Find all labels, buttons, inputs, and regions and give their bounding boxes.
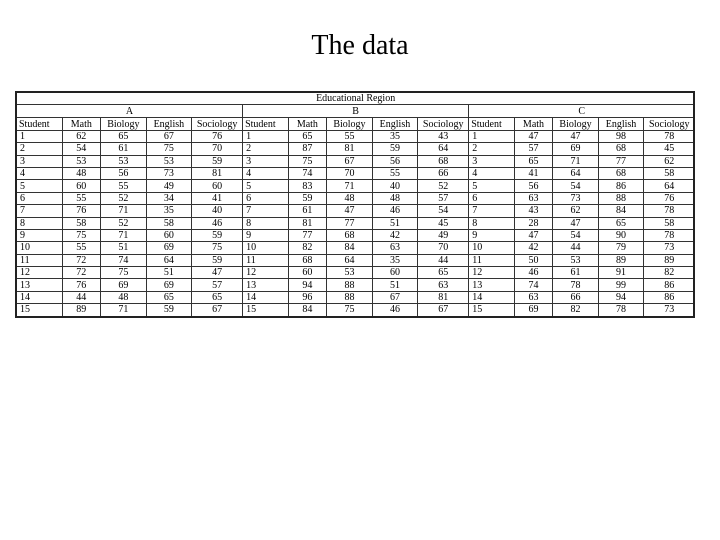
- table-cell: 65: [288, 130, 327, 142]
- table-cell: 69: [514, 304, 553, 316]
- table-cell: 77: [288, 229, 327, 241]
- table-cell: 72: [62, 254, 101, 266]
- table-cell: 43: [418, 130, 469, 142]
- table-cell: 81: [418, 291, 469, 303]
- table-cell: 46: [514, 267, 553, 279]
- table-cell: 44: [62, 291, 101, 303]
- table-cell: 52: [101, 217, 147, 229]
- table-cell: 96: [288, 291, 327, 303]
- table-cell: 73: [553, 192, 599, 204]
- table-cell: 88: [598, 192, 644, 204]
- table-cell: 71: [101, 205, 147, 217]
- table-cell: 11: [469, 254, 515, 266]
- table-cell: 73: [644, 304, 695, 316]
- table-cell: 11: [17, 254, 63, 266]
- table-cell: 64: [553, 167, 599, 179]
- column-header-sociology: Sociology: [192, 118, 243, 130]
- table-cell: 76: [644, 192, 695, 204]
- table-cell: 81: [327, 143, 373, 155]
- table-cell: 72: [62, 267, 101, 279]
- table-cell: 59: [146, 304, 192, 316]
- table-cell: 55: [372, 167, 418, 179]
- table-cell: 84: [327, 242, 373, 254]
- table-cell: 63: [372, 242, 418, 254]
- table-cell: 67: [327, 155, 373, 167]
- table-cell: 40: [192, 205, 243, 217]
- table-row: [17, 267, 695, 279]
- table-cell: 47: [514, 229, 553, 241]
- column-header-math: Math: [62, 118, 101, 130]
- table-cell: 48: [101, 291, 147, 303]
- table-cell: 69: [101, 279, 147, 291]
- table-cell: 53: [101, 155, 147, 167]
- table-row: [17, 205, 695, 217]
- table-cell: 71: [101, 304, 147, 316]
- table-cell: 57: [514, 143, 553, 155]
- table-cell: 62: [62, 130, 101, 142]
- table-cell: 45: [644, 143, 695, 155]
- table-cell: 9: [469, 229, 515, 241]
- table-cell: 51: [101, 242, 147, 254]
- table-cell: 9: [243, 229, 289, 241]
- table-cell: 48: [372, 192, 418, 204]
- table-cell: 53: [62, 155, 101, 167]
- table-cell: 40: [372, 180, 418, 192]
- table-cell: 14: [17, 291, 63, 303]
- table-cell: 90: [598, 229, 644, 241]
- table-cell: 59: [192, 155, 243, 167]
- table-cell: 84: [598, 205, 644, 217]
- table-cell: 48: [62, 167, 101, 179]
- table-cell: 49: [146, 180, 192, 192]
- table-cell: 71: [101, 229, 147, 241]
- table-cell: 7: [243, 205, 289, 217]
- table-cell: 64: [327, 254, 373, 266]
- table-cell: 50: [514, 254, 553, 266]
- table-cell: 81: [192, 167, 243, 179]
- table-cell: 35: [372, 254, 418, 266]
- table-cell: 8: [469, 217, 515, 229]
- table-cell: 43: [514, 205, 553, 217]
- table-cell: 59: [192, 254, 243, 266]
- table-cell: 1: [17, 130, 63, 142]
- table-cell: 83: [288, 180, 327, 192]
- table-cell: 59: [192, 229, 243, 241]
- table-cell: 65: [514, 155, 553, 167]
- table-cell: 91: [598, 267, 644, 279]
- table-cell: 82: [644, 267, 695, 279]
- table-cell: 86: [644, 279, 695, 291]
- table-cell: 41: [192, 192, 243, 204]
- table-cell: 63: [514, 291, 553, 303]
- table-cell: 62: [644, 155, 695, 167]
- table-cell: 89: [598, 254, 644, 266]
- table-cell: 51: [372, 279, 418, 291]
- table-cell: 15: [243, 304, 289, 316]
- table-cell: 47: [192, 267, 243, 279]
- table-cell: 82: [288, 242, 327, 254]
- slide-title: The data: [311, 30, 409, 61]
- table-cell: 15: [17, 304, 63, 316]
- table-cell: 86: [644, 291, 695, 303]
- table-cell: 5: [243, 180, 289, 192]
- table-cell: 58: [644, 167, 695, 179]
- table-cell: 51: [146, 267, 192, 279]
- table-cell: 46: [192, 217, 243, 229]
- table-cell: 48: [327, 192, 373, 204]
- table-row: [17, 279, 695, 291]
- table-cell: 42: [372, 229, 418, 241]
- table-cell: 78: [644, 205, 695, 217]
- table-cell: 67: [146, 130, 192, 142]
- table-cell: 7: [469, 205, 515, 217]
- table-cell: 46: [372, 205, 418, 217]
- table-cell: 10: [469, 242, 515, 254]
- table-cell: 89: [644, 254, 695, 266]
- table-cell: 75: [101, 267, 147, 279]
- table-cell: 45: [418, 217, 469, 229]
- table-cell: 65: [192, 291, 243, 303]
- table-cell: 12: [469, 267, 515, 279]
- table-cell: 5: [469, 180, 515, 192]
- table-cell: 73: [146, 167, 192, 179]
- table-cell: 54: [553, 229, 599, 241]
- table-cell: 55: [101, 180, 147, 192]
- table-cell: 47: [553, 130, 599, 142]
- table-cell: 57: [192, 279, 243, 291]
- table-cell: 88: [327, 279, 373, 291]
- table-cell: 71: [553, 155, 599, 167]
- table-cell: 67: [192, 304, 243, 316]
- table-row: [17, 242, 695, 254]
- table-cell: 76: [192, 130, 243, 142]
- table-cell: 60: [288, 267, 327, 279]
- table-cell: 53: [327, 267, 373, 279]
- table-cell: 2: [17, 143, 63, 155]
- table-cell: 41: [514, 167, 553, 179]
- table-cell: 82: [553, 304, 599, 316]
- table-cell: 84: [288, 304, 327, 316]
- table-cell: 65: [101, 130, 147, 142]
- table-cell: 81: [288, 217, 327, 229]
- table-cell: 58: [62, 217, 101, 229]
- table-cell: 75: [62, 229, 101, 241]
- table-cell: 61: [553, 267, 599, 279]
- region-header: A: [17, 105, 243, 118]
- table-cell: 76: [62, 205, 101, 217]
- table-row: [17, 130, 695, 142]
- table-cell: 53: [553, 254, 599, 266]
- table-cell: 66: [418, 167, 469, 179]
- table-cell: 12: [243, 267, 289, 279]
- table-row: [17, 217, 695, 229]
- table-row: [17, 291, 695, 303]
- column-header-english: English: [598, 118, 644, 130]
- table-cell: 14: [243, 291, 289, 303]
- column-header-math: Math: [514, 118, 553, 130]
- column-header-biology: Biology: [327, 118, 373, 130]
- table-cell: 1: [469, 130, 515, 142]
- table-cell: 67: [372, 291, 418, 303]
- table-row: [17, 155, 695, 167]
- table-row: [17, 143, 695, 155]
- table-cell: 60: [146, 229, 192, 241]
- table-cell: 6: [17, 192, 63, 204]
- table-cell: 89: [62, 304, 101, 316]
- table-cell: 4: [17, 167, 63, 179]
- column-header-sociology: Sociology: [418, 118, 469, 130]
- table-cell: 70: [192, 143, 243, 155]
- table-cell: 15: [469, 304, 515, 316]
- table-cell: 3: [17, 155, 63, 167]
- column-header-english: English: [372, 118, 418, 130]
- region-header: C: [469, 105, 695, 118]
- data-table: [16, 92, 695, 317]
- table-cell: 65: [146, 291, 192, 303]
- table-cell: 94: [288, 279, 327, 291]
- table-cell: 14: [469, 291, 515, 303]
- table-cell: 51: [372, 217, 418, 229]
- table-cell: 58: [146, 217, 192, 229]
- table-cell: 9: [17, 229, 63, 241]
- column-header-row: [17, 118, 695, 130]
- table-cell: 2: [243, 143, 289, 155]
- table-cell: 4: [469, 167, 515, 179]
- table-cell: 65: [598, 217, 644, 229]
- table-row: [17, 254, 695, 266]
- table-cell: 10: [17, 242, 63, 254]
- table-row: [17, 192, 695, 204]
- table-row: [17, 180, 695, 192]
- table-cell: 77: [598, 155, 644, 167]
- column-header-student: Student: [469, 118, 515, 130]
- table-cell: 60: [192, 180, 243, 192]
- table-cell: 78: [553, 279, 599, 291]
- table-cell: 99: [598, 279, 644, 291]
- table-cell: 52: [418, 180, 469, 192]
- table-cell: 78: [598, 304, 644, 316]
- table-cell: 59: [372, 143, 418, 155]
- table-cell: 55: [62, 192, 101, 204]
- table-cell: 4: [243, 167, 289, 179]
- table-cell: 5: [17, 180, 63, 192]
- column-header-math: Math: [288, 118, 327, 130]
- table-cell: 68: [327, 229, 373, 241]
- table-cell: 46: [372, 304, 418, 316]
- table-cell: 55: [327, 130, 373, 142]
- table-cell: 28: [514, 217, 553, 229]
- table-cell: 8: [243, 217, 289, 229]
- table-cell: 67: [418, 304, 469, 316]
- table-cell: 11: [243, 254, 289, 266]
- table-cell: 57: [418, 192, 469, 204]
- table-cell: 52: [101, 192, 147, 204]
- column-header-english: English: [146, 118, 192, 130]
- table-cell: 56: [514, 180, 553, 192]
- table-cell: 68: [598, 167, 644, 179]
- table-row: [17, 304, 695, 316]
- table-cell: 47: [514, 130, 553, 142]
- table-cell: 69: [553, 143, 599, 155]
- table-cell: 70: [418, 242, 469, 254]
- table-cell: 42: [514, 242, 553, 254]
- table-cell: 68: [598, 143, 644, 155]
- table-cell: 35: [146, 205, 192, 217]
- column-header-student: Student: [243, 118, 289, 130]
- table-cell: 74: [288, 167, 327, 179]
- table-cell: 66: [553, 291, 599, 303]
- region-header: B: [243, 105, 469, 118]
- table-cell: 75: [146, 143, 192, 155]
- table-cell: 94: [598, 291, 644, 303]
- table-cell: 10: [243, 242, 289, 254]
- table-cell: 1: [243, 130, 289, 142]
- table-cell: 68: [288, 254, 327, 266]
- table-cell: 86: [598, 180, 644, 192]
- table-cell: 68: [418, 155, 469, 167]
- table-cell: 60: [62, 180, 101, 192]
- table-cell: 60: [372, 267, 418, 279]
- table-cell: 47: [327, 205, 373, 217]
- table-cell: 13: [469, 279, 515, 291]
- table-cell: 77: [327, 217, 373, 229]
- table-cell: 64: [418, 143, 469, 155]
- table-cell: 3: [469, 155, 515, 167]
- table-cell: 61: [101, 143, 147, 155]
- table-cell: 6: [243, 192, 289, 204]
- table-cell: 56: [372, 155, 418, 167]
- table-cell: 56: [101, 167, 147, 179]
- table-cell: 71: [327, 180, 373, 192]
- table-cell: 87: [288, 143, 327, 155]
- table-cell: 13: [243, 279, 289, 291]
- table-cell: 64: [146, 254, 192, 266]
- table-cell: 54: [62, 143, 101, 155]
- column-header-biology: Biology: [553, 118, 599, 130]
- region-header-row: [17, 105, 695, 118]
- table-cell: 64: [644, 180, 695, 192]
- table-cell: 75: [288, 155, 327, 167]
- table-cell: 44: [418, 254, 469, 266]
- table-cell: 74: [514, 279, 553, 291]
- data-table-container: [16, 92, 694, 317]
- table-cell: 55: [62, 242, 101, 254]
- table-cell: 74: [101, 254, 147, 266]
- table-cell: 79: [598, 242, 644, 254]
- table-cell: 98: [598, 130, 644, 142]
- table-row: [17, 229, 695, 241]
- table-cell: 58: [644, 217, 695, 229]
- table-cell: 75: [192, 242, 243, 254]
- table-cell: 88: [327, 291, 373, 303]
- table-cell: 63: [514, 192, 553, 204]
- table-cell: 12: [17, 267, 63, 279]
- table-row: [17, 167, 695, 179]
- table-cell: 70: [327, 167, 373, 179]
- table-cell: 35: [372, 130, 418, 142]
- table-cell: 49: [418, 229, 469, 241]
- table-cell: 59: [288, 192, 327, 204]
- table-cell: 78: [644, 229, 695, 241]
- table-cell: 73: [644, 242, 695, 254]
- column-header-biology: Biology: [101, 118, 147, 130]
- table-cell: 69: [146, 242, 192, 254]
- table-cell: 13: [17, 279, 63, 291]
- table-cell: 63: [418, 279, 469, 291]
- table-cell: 54: [418, 205, 469, 217]
- table-cell: 7: [17, 205, 63, 217]
- table-cell: 76: [62, 279, 101, 291]
- table-cell: 47: [553, 217, 599, 229]
- table-caption: Educational Region: [17, 93, 695, 105]
- table-cell: 53: [146, 155, 192, 167]
- table-cell: 54: [553, 180, 599, 192]
- table-cell: 62: [553, 205, 599, 217]
- table-cell: 6: [469, 192, 515, 204]
- column-header-sociology: Sociology: [644, 118, 695, 130]
- table-cell: 69: [146, 279, 192, 291]
- table-cell: 44: [553, 242, 599, 254]
- table-cell: 8: [17, 217, 63, 229]
- table-cell: 65: [418, 267, 469, 279]
- table-cell: 34: [146, 192, 192, 204]
- table-cell: 2: [469, 143, 515, 155]
- table-cell: 61: [288, 205, 327, 217]
- table-cell: 75: [327, 304, 373, 316]
- column-header-student: Student: [17, 118, 63, 130]
- table-cell: 3: [243, 155, 289, 167]
- table-body: [17, 130, 695, 316]
- table-cell: 78: [644, 130, 695, 142]
